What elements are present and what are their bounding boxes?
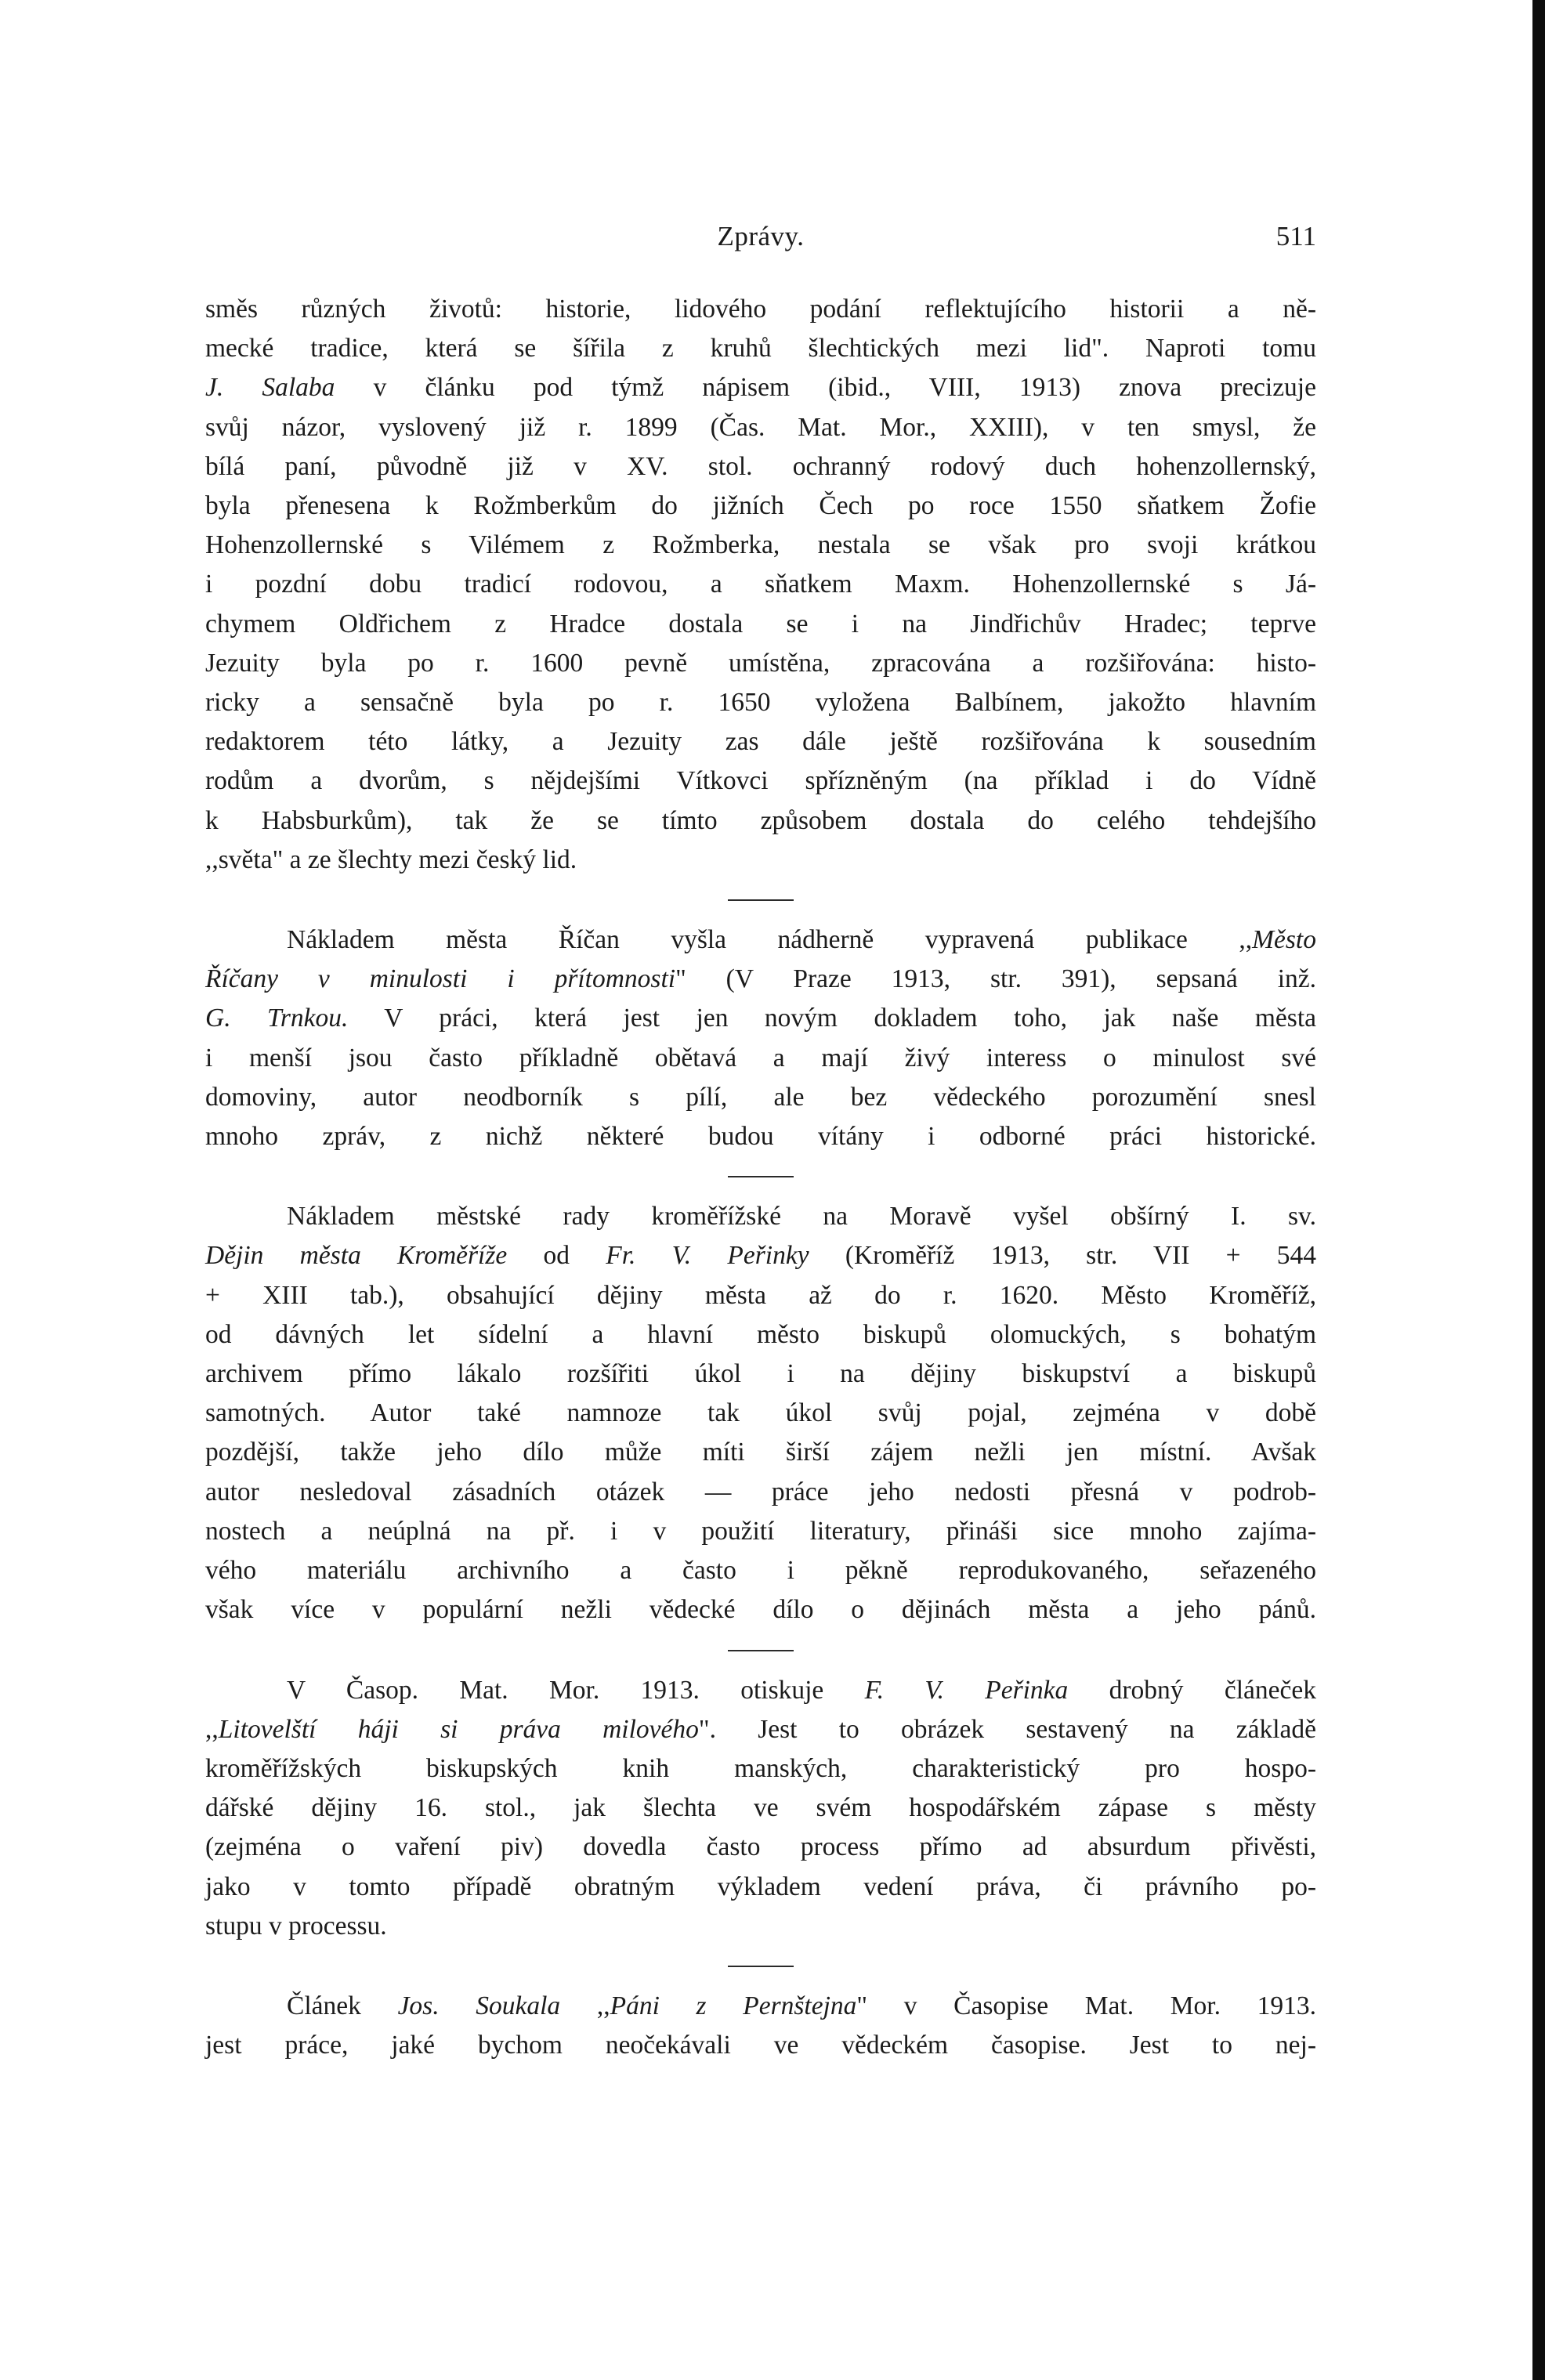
running-title: Zprávy.: [717, 221, 805, 251]
text-line: autor nesledoval zásadních otázek — práce jeho nedosti přesná v podrob-: [205, 1477, 1316, 1506]
text-line: ,,světa" a ze šlechty mezi český lid.: [205, 845, 577, 874]
author-name: Fr. V. Peřinky: [606, 1241, 809, 1271]
text-line: jako v tomto případě obratným výkladem vedení práva, či právního po-: [205, 1872, 1316, 1901]
text-line: [205, 1987, 1316, 2026]
section-divider: [728, 899, 794, 901]
text-line: [205, 960, 1316, 999]
text-span: drobný článeček: [1068, 1675, 1316, 1705]
text-span: ,,: [205, 1714, 219, 1744]
running-head: [205, 221, 1316, 268]
text-line: byla přenesena k Rožmberkům do jižních Čech po roce 1550 sňatkem Žofie: [205, 491, 1316, 521]
paragraph-1: [205, 290, 1316, 880]
paragraph-4: [205, 1671, 1316, 1946]
text-line: Nákladem městské rady kroměřížské na Moravě vyšel obšírný I. sv.: [287, 1202, 1316, 1232]
text-line: [205, 999, 1316, 1038]
author-name: Jos. Soukala: [397, 1991, 561, 2020]
text-line: archivem přímo lákalo rozšířiti úkol i na dějiny biskupství a biskupů: [205, 1359, 1316, 1389]
text-span: V Časop. Mat. Mor. 1913. otiskuje: [287, 1675, 865, 1705]
text-line: ricky a sensačně byla po r. 1650 vyložena Balbínem, jakožto hlavním: [205, 688, 1316, 718]
text-line: rodům a dvorům, s nějdejšími Vítkovci spřízněným (na příklad i do Vídně: [205, 766, 1316, 796]
paragraph-2: [205, 921, 1316, 1156]
text-span: ". Jest to obrázek sestavený na základě: [698, 1714, 1316, 1744]
book-title: Dějin města Kroměříže: [205, 1241, 508, 1271]
text-line: samotných. Autor také namnoze tak úkol svůj pojal, zejména v době: [205, 1398, 1316, 1428]
text-line: redaktorem této látky, a Jezuity zas dále ještě rozšiřována k sousedním: [205, 727, 1316, 757]
text-span: ,,: [560, 1991, 610, 2020]
text-line: [205, 1236, 1316, 1275]
book-title: Město: [1252, 925, 1316, 955]
text-line: od dávných let sídelní a hlavní město biskupů olomuckých, s bohatým: [205, 1319, 1316, 1349]
author-name: J. Salaba: [205, 373, 335, 403]
page-number: 511: [1275, 221, 1316, 251]
text-line: domoviny, autor neodborník s pílí, ale bez vědeckého porozumění snesl: [205, 1082, 1316, 1112]
scan-edge-strip: [1532, 0, 1545, 2380]
text-line: pozdější, takže jeho dílo může míti širší zájem nežli jen místní. Avšak: [205, 1438, 1316, 1467]
text-line: dářské dějiny 16. stol., jak šlechta ve svém hospodářském zápase s městy: [205, 1793, 1316, 1823]
text-line: chymem Oldřichem z Hradce dostala se i na Jindřichův Hradec; teprve: [205, 609, 1316, 638]
text-line: bílá paní, původně již v XV. stol. ochranný rodový duch hohenzollernský,: [205, 451, 1316, 481]
text-span: v článku pod týmž nápisem (ibid., VIII, 1913) znova precizuje: [335, 373, 1316, 403]
text-line: stupu v processu.: [205, 1911, 387, 1941]
text-line: jest práce, jaké bychom neočekávali ve vědeckém časopise. Jest to nej-: [205, 2031, 1316, 2060]
section-divider: [728, 1650, 794, 1651]
author-name: G. Trnkou.: [205, 1004, 349, 1033]
text-line: mecké tradice, která se šířila z kruhů šlechtických mezi lid". Naproti tomu: [205, 334, 1316, 364]
text-span: " v Časopise Mat. Mor. 1913.: [856, 1991, 1317, 2020]
text-line: i pozdní dobu tradicí rodovou, a sňatkem Maxm. Hohenzollernské s Já-: [205, 570, 1316, 599]
text-span: Článek: [287, 1991, 398, 2020]
text-line: vého materiálu archivního a často i pěkně reprodukovaného, seřazeného: [205, 1556, 1316, 1586]
text-line: kroměřížských biskupských knih manských, charakteristický pro hospo-: [205, 1753, 1316, 1783]
book-title: Říčany v minulosti i přítomnosti: [205, 964, 676, 994]
page-content: [205, 221, 1316, 2065]
text-line: [205, 1671, 1316, 1710]
text-line: + XIII tab.), obsahující dějiny města až do r. 1620. Město Kroměříž,: [205, 1280, 1316, 1310]
text-line: však více v populární nežli vědecké dílo o dějinách města a jeho pánů.: [205, 1595, 1316, 1625]
text-line: svůj názor, vyslovený již r. 1899 (Čas. Mat. Mor., XXIII), v ten smysl, že: [205, 412, 1316, 442]
section-divider: [728, 1176, 794, 1177]
text-line: k Habsburkům), tak že se tímto způsobem dostala do celého tehdejšího: [205, 805, 1316, 835]
text-span: (Kroměříž 1913, str. VII + 544: [809, 1241, 1316, 1271]
article-title: Páni z Pernštejna: [610, 1991, 857, 2020]
section-divider: [728, 1966, 794, 1967]
text-line: [205, 921, 1316, 960]
text-span: " (V Praze 1913, str. 391), sepsaná inž.: [675, 964, 1316, 994]
text-span: Nákladem města Říčan vyšla nádherně vypravená publikace ,,: [287, 925, 1253, 955]
text-line: Hohenzollernské s Vilémem z Rožmberka, nestala se však pro svoji krátkou: [205, 530, 1316, 560]
author-name: F. V. Peřinka: [864, 1675, 1069, 1705]
text-span: od: [507, 1241, 606, 1271]
text-line: (zejména o vaření piv) dovedla často process přímo ad absurdum přivěsti,: [205, 1832, 1316, 1862]
text-line: [205, 1710, 1316, 1749]
text-span: V práci, která jest jen novým dokladem toho, jak naše města: [348, 1004, 1316, 1033]
article-title: Litovelští háji si práva milového: [218, 1714, 699, 1744]
paragraph-3: [205, 1197, 1316, 1629]
text-line: Jezuity byla po r. 1600 pevně umístěna, zpracována a rozšiřována: histo-: [205, 648, 1316, 678]
text-line: mnoho zpráv, z nichž některé budou vítány i odborné práci historické.: [205, 1122, 1316, 1152]
text-line: nostech a neúplná na př. i v použití literatury, přináši sice mnoho zajíma-: [205, 1516, 1316, 1546]
paragraph-5: [205, 1987, 1316, 2065]
text-line: i menší jsou často příkladně obětavá a mají živý interess o minulost své: [205, 1043, 1316, 1072]
text-line: směs různých životů: historie, lidového podání reflektujícího historii a ně-: [205, 295, 1316, 324]
text-line: [205, 368, 1316, 407]
